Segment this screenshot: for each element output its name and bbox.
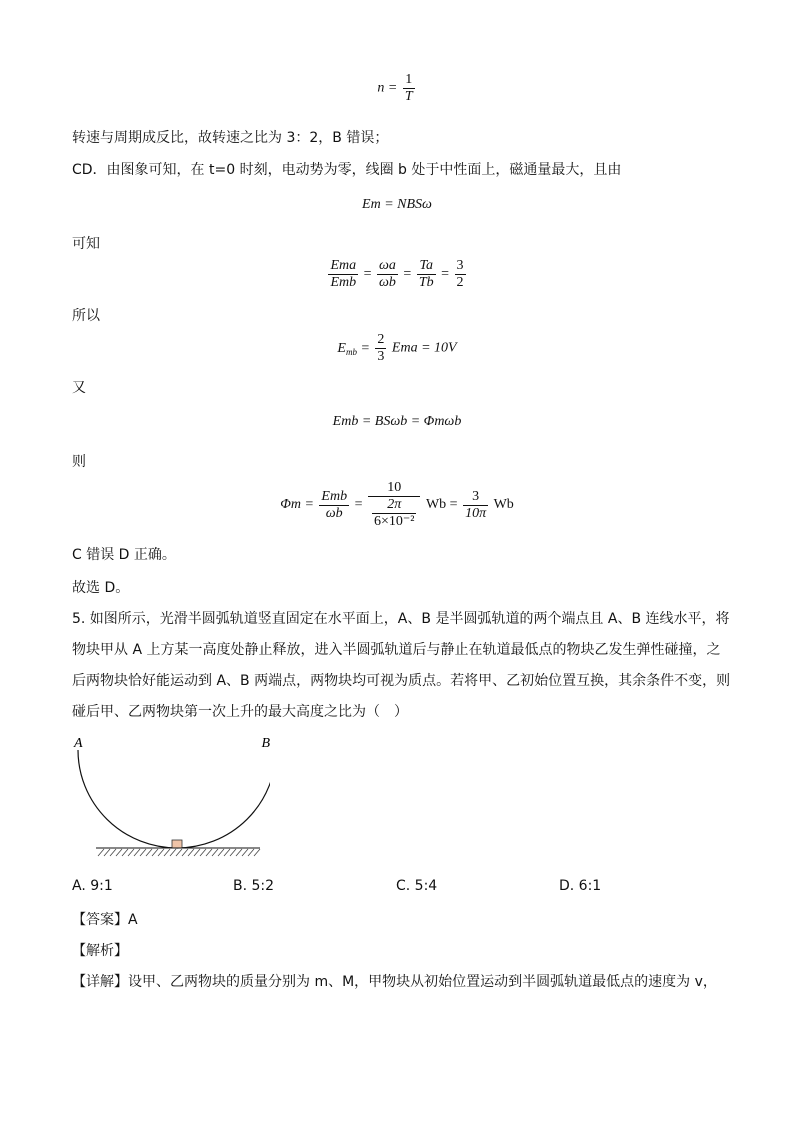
ratio-f2-den: ωb [379,275,396,290]
ratio-f4-num: 3 [456,258,464,273]
phi-f3-num: 3 [463,489,488,506]
equation-emb: $E_{mb}$ = $\frac{2}{3}$ Ema = 10V [337,332,457,364]
paragraph-2: CD．由图象可知，在 t=0 时刻，电动势为零，线圈 b 处于中性面上，磁通量最大，且由 [72,162,622,178]
phi-f1-num: Emb [321,488,348,504]
ratio-f2-num: ωa [379,258,396,273]
option-a[interactable]: A. 9:1 [72,878,113,894]
question-5-line-1: 5. 如图所示，光滑半圆弧轨道竖直固定在水平面上，A、B 是半圆弧轨道的两个端点且 A、B 连线水平，将 [72,611,730,627]
paragraph-4: 所以 [72,308,100,324]
question-5-line-3: 后两物块恰好能运动到 A、B 两端点，两物块均可视为质点。若将甲、乙初始位置互换，其余条件不变，则 [72,673,731,689]
emb-num: 2 [377,332,385,347]
paragraph-3: 可知 [72,236,100,252]
phi-inner-num: 2π [372,497,416,514]
paragraph-1: 转速与周期成反比，故转速之比为 3：2，B 错误； [72,130,389,146]
question-5-line-2: 物块甲从 A 上方某一高度处静止释放，进入半圆弧轨道后与静止在轨道最低点的物块乙发生弹性碰撞，之 [72,642,721,658]
phi-f3-den: 10π [465,505,487,521]
paragraph-6: 则 [72,454,86,470]
eq-n-frac [403,72,415,105]
paragraph-8: 故选 D。 [72,580,130,596]
phi-unit: Wb [493,497,514,513]
option-b[interactable]: B. 5:2 [233,878,275,894]
ratio-f3-num: Ta [417,258,436,275]
block-yi [172,840,182,848]
label-b: B [261,736,270,751]
analysis-heading: 【解析】 [72,943,128,959]
ratio-f1-num: Ema [330,258,357,273]
phi-lhs: Φm = [280,497,314,513]
phi-big-num: 10 [368,480,420,497]
semicircle-track-figure [70,730,270,865]
semicircle-arc [78,750,270,848]
equation-ratio: $\frac{\text{Ema}}{\text{Emb}}$ = $\frac{\omega a}{\omega b}$ = $\frac{Ta}{Tb}$ = $\frac{3}{2}$ [330,258,464,290]
phi-mid: Wb = [425,497,458,513]
ratio-f4-den: 2 [456,275,464,290]
paragraph-5: 又 [72,380,86,396]
emb-den: 3 [377,349,385,364]
ground-hatching [98,849,260,856]
equation-n [0,72,794,105]
equation-phi: Φm = $\frac{\text{Emb}}{\omega b}$ = $\frac{10}{\frac{2\pi}{\text{6×10⁻²}}}$ Wb = $\frac{3}{10\pi}$ Wb [280,480,514,529]
phi-inner-den: 6×10⁻² [373,514,415,529]
eq-n-den: T [404,89,413,104]
label-a: A [74,736,83,751]
option-c[interactable]: C. 5:4 [396,878,438,894]
emb-rest: Ema = 10V [391,340,457,356]
option-d[interactable]: D. 6:1 [559,878,602,894]
question-5-line-4: 碰后甲、乙两物块第一次上升的最大高度之比为（ ） [72,704,408,720]
paragraph-7: C 错误 D 正确。 [72,547,176,563]
ratio-f3-den: Tb [418,275,434,290]
equation-bs: Emb = BSωb = Φmωb [332,414,462,429]
ratio-f1-den: Emb [330,275,357,290]
detail-line: 【详解】设甲、乙两物块的质量分别为 m、M，甲物块从初始位置运动到半圆弧轨道最低点的速度为 v， [72,974,717,990]
phi-f1-den: ωb [325,505,343,521]
equation-em: Em = NBSω [362,197,432,212]
answer-line: 【答案】A [72,912,138,928]
eq-n-lhs: n = [377,80,398,96]
eq-n-num: 1 [403,72,415,89]
